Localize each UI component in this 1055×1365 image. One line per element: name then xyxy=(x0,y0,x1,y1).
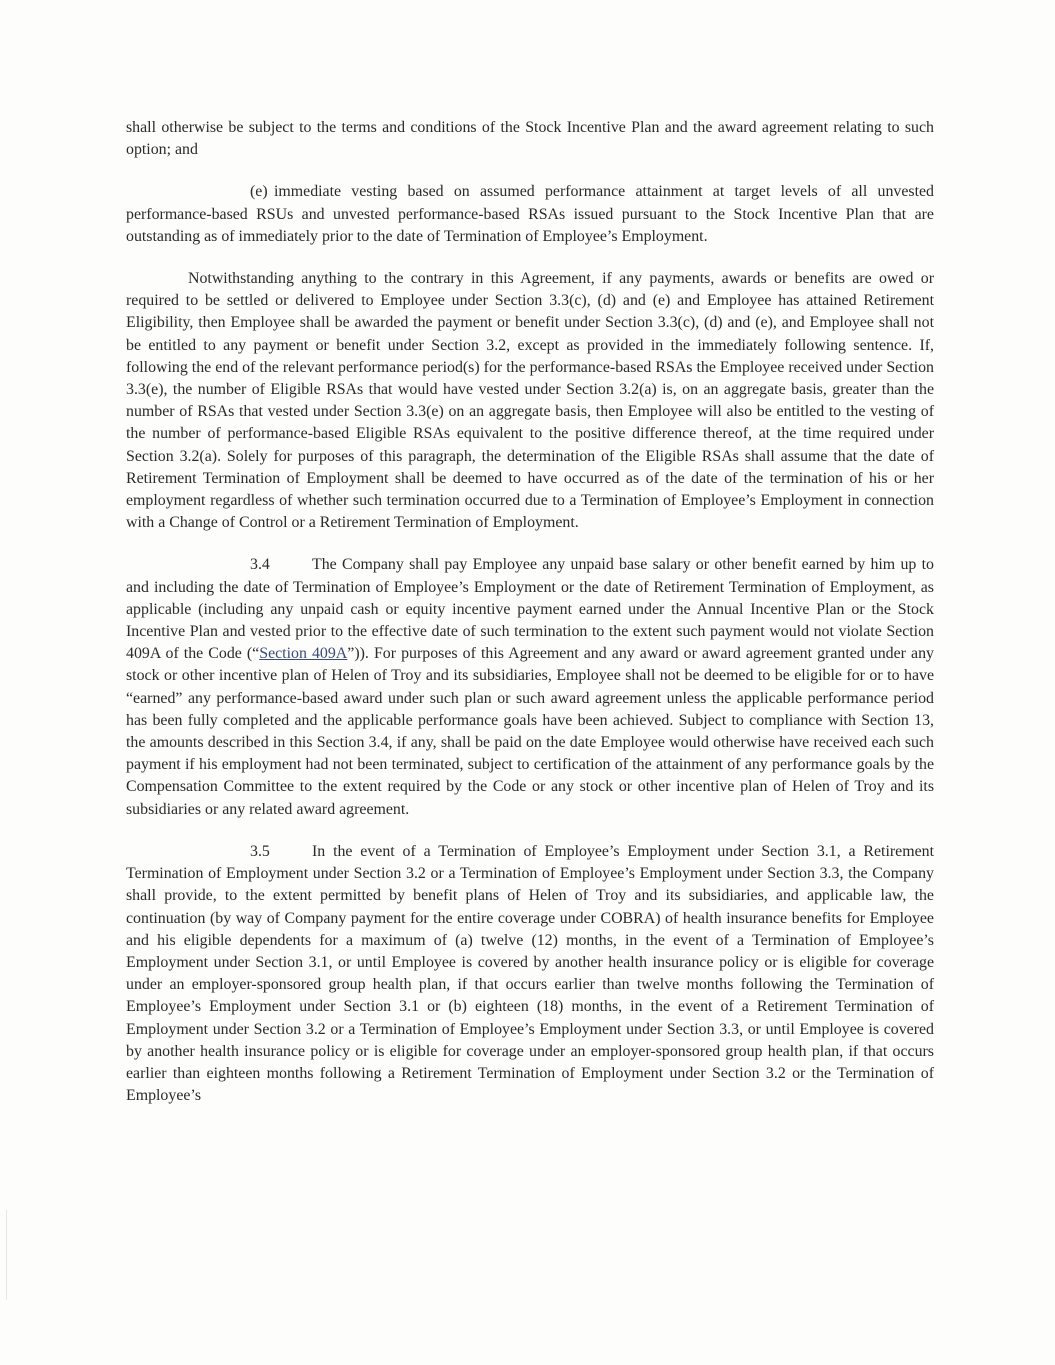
paragraph-item-e xyxy=(126,181,934,248)
paragraph-section-3-4 xyxy=(126,554,934,820)
item-e-text: immediate vesting based on assumed performance attainment at target levels of all unvested performance-based RSUs and unvested performance-based RSAs issued pursuant to the Stock Incentive Plan that are outstanding as of immediately prior to the date of Termination of Employee’s Employment. xyxy=(126,183,934,245)
paragraph-continuation: shall otherwise be subject to the terms and conditions of the Stock Incentive Plan and the award agreement relating to such option; and xyxy=(126,119,934,159)
scan-margin-line xyxy=(6,1210,7,1300)
section-3-4-text-a: The Company shall pay Employee any unpaid base salary or other benefit earned by him up to and including the date of Termination of Employee’s Employment or the date of Retirement Termination of Employment, as applicable (including any unpaid cash or equity incentive payment earned under the Annual Incentive Plan or the Stock Incentive Plan and vested prior to the effective date of such termination to the extent such payment would not violate Section 409A of the Code (“ xyxy=(126,556,934,663)
item-e-label: (e) xyxy=(250,183,268,201)
section-3-4-number: 3.4 xyxy=(250,556,270,574)
document-body xyxy=(126,117,934,1127)
section-3-4-text-b: ”)). For purposes of this Agreement and any award or award agreement granted under any stock or other incentive plan of Helen of Troy and its subsidiaries, Employee shall not be deemed to be eligible for or to have “earned” any performance-based award under such plan or such award agreement unless the applicable performance period has been fully completed and the applicable performance goals have been achieved. Subject to compliance with Section 13, the amounts described in this Section 3.4, if any, shall be paid on the date Employee would otherwise have received each such payment if his employment had not been terminated, subject to certification of the attainment of any performance goals by the Compensation Committee to the extent required by the Code or any stock or other incentive plan of Helen of Troy and its subsidiaries or any related award agreement. xyxy=(126,645,934,818)
section-3-5-number: 3.5 xyxy=(250,842,270,860)
paragraph-notwithstanding: Notwithstanding anything to the contrary in this Agreement, if any payments, awards or benefits are owed or required to be settled or delivered to Employee under Section 3.3(c), (d) and (e) and Employee has attained Retirement Eligibility, then Employee shall be awarded the payment or benefit under Section 3.3(c), (d) and (e), and Employee shall not be entitled to any payment or benefit under Section 3.2, except as provided in the immediately following sentence. If, following the end of the relevant performance period(s) for the performance-based RSAs the Employee received under Section 3.3(e), the number of Eligible RSAs that would have vested under Section 3.2(a) is, on an aggregate basis, greater than the number of RSAs that vested under Section 3.3(e) on an aggregate basis, then Employee will also be entitled to the vesting of the number of performance-based Eligible RSAs equivalent to the positive difference thereof, at the time required under Section 3.2(a). Solely for purposes of this paragraph, the determination of the Eligible RSAs shall assume that the date of Retirement Termination of Employment shall be deemed to have occurred as of the date of the termination of his or her employment regardless of whether such termination occurred due to a Termination of Employee’s Employment in connection with a Change of Control or a Retirement Termination of Employment. xyxy=(126,270,934,532)
section-3-5-text: In the event of a Termination of Employee’s Employment under Section 3.1, a Retirement Termination of Employment under Section 3.2 or a Termination of Employee’s Employment under Section 3.3, the Company shall provide, to the extent permitted by benefit plans of Helen of Troy and its subsidiaries, and applicable law, the continuation (by way of Company payment for the entire coverage under COBRA) of health insurance benefits for Employee and his eligible dependents for a maximum of (a) twelve (12) months, in the event of a Termination of Employee’s Employment under Section 3.1, or until Employee is covered by another health insurance policy or is eligible for coverage under an employer-sponsored group health plan, if that occurs earlier than twelve months following the Termination of Employee’s Employment under Section 3.1 or (b) eighteen (18) months, in the event of a Retirement Termination of Employment under Section 3.2 or a Termination of Employee’s Employment under Section 3.3, or until Employee is covered by another health insurance policy or is eligible for coverage under an employer-sponsored group health plan, if that occurs earlier than eighteen months following a Retirement Termination of Employment under Section 3.2 or the Termination of Employee’s xyxy=(126,842,934,1105)
section-409a-link[interactable]: Section 409A xyxy=(259,645,348,663)
paragraph-section-3-5 xyxy=(126,841,934,1107)
